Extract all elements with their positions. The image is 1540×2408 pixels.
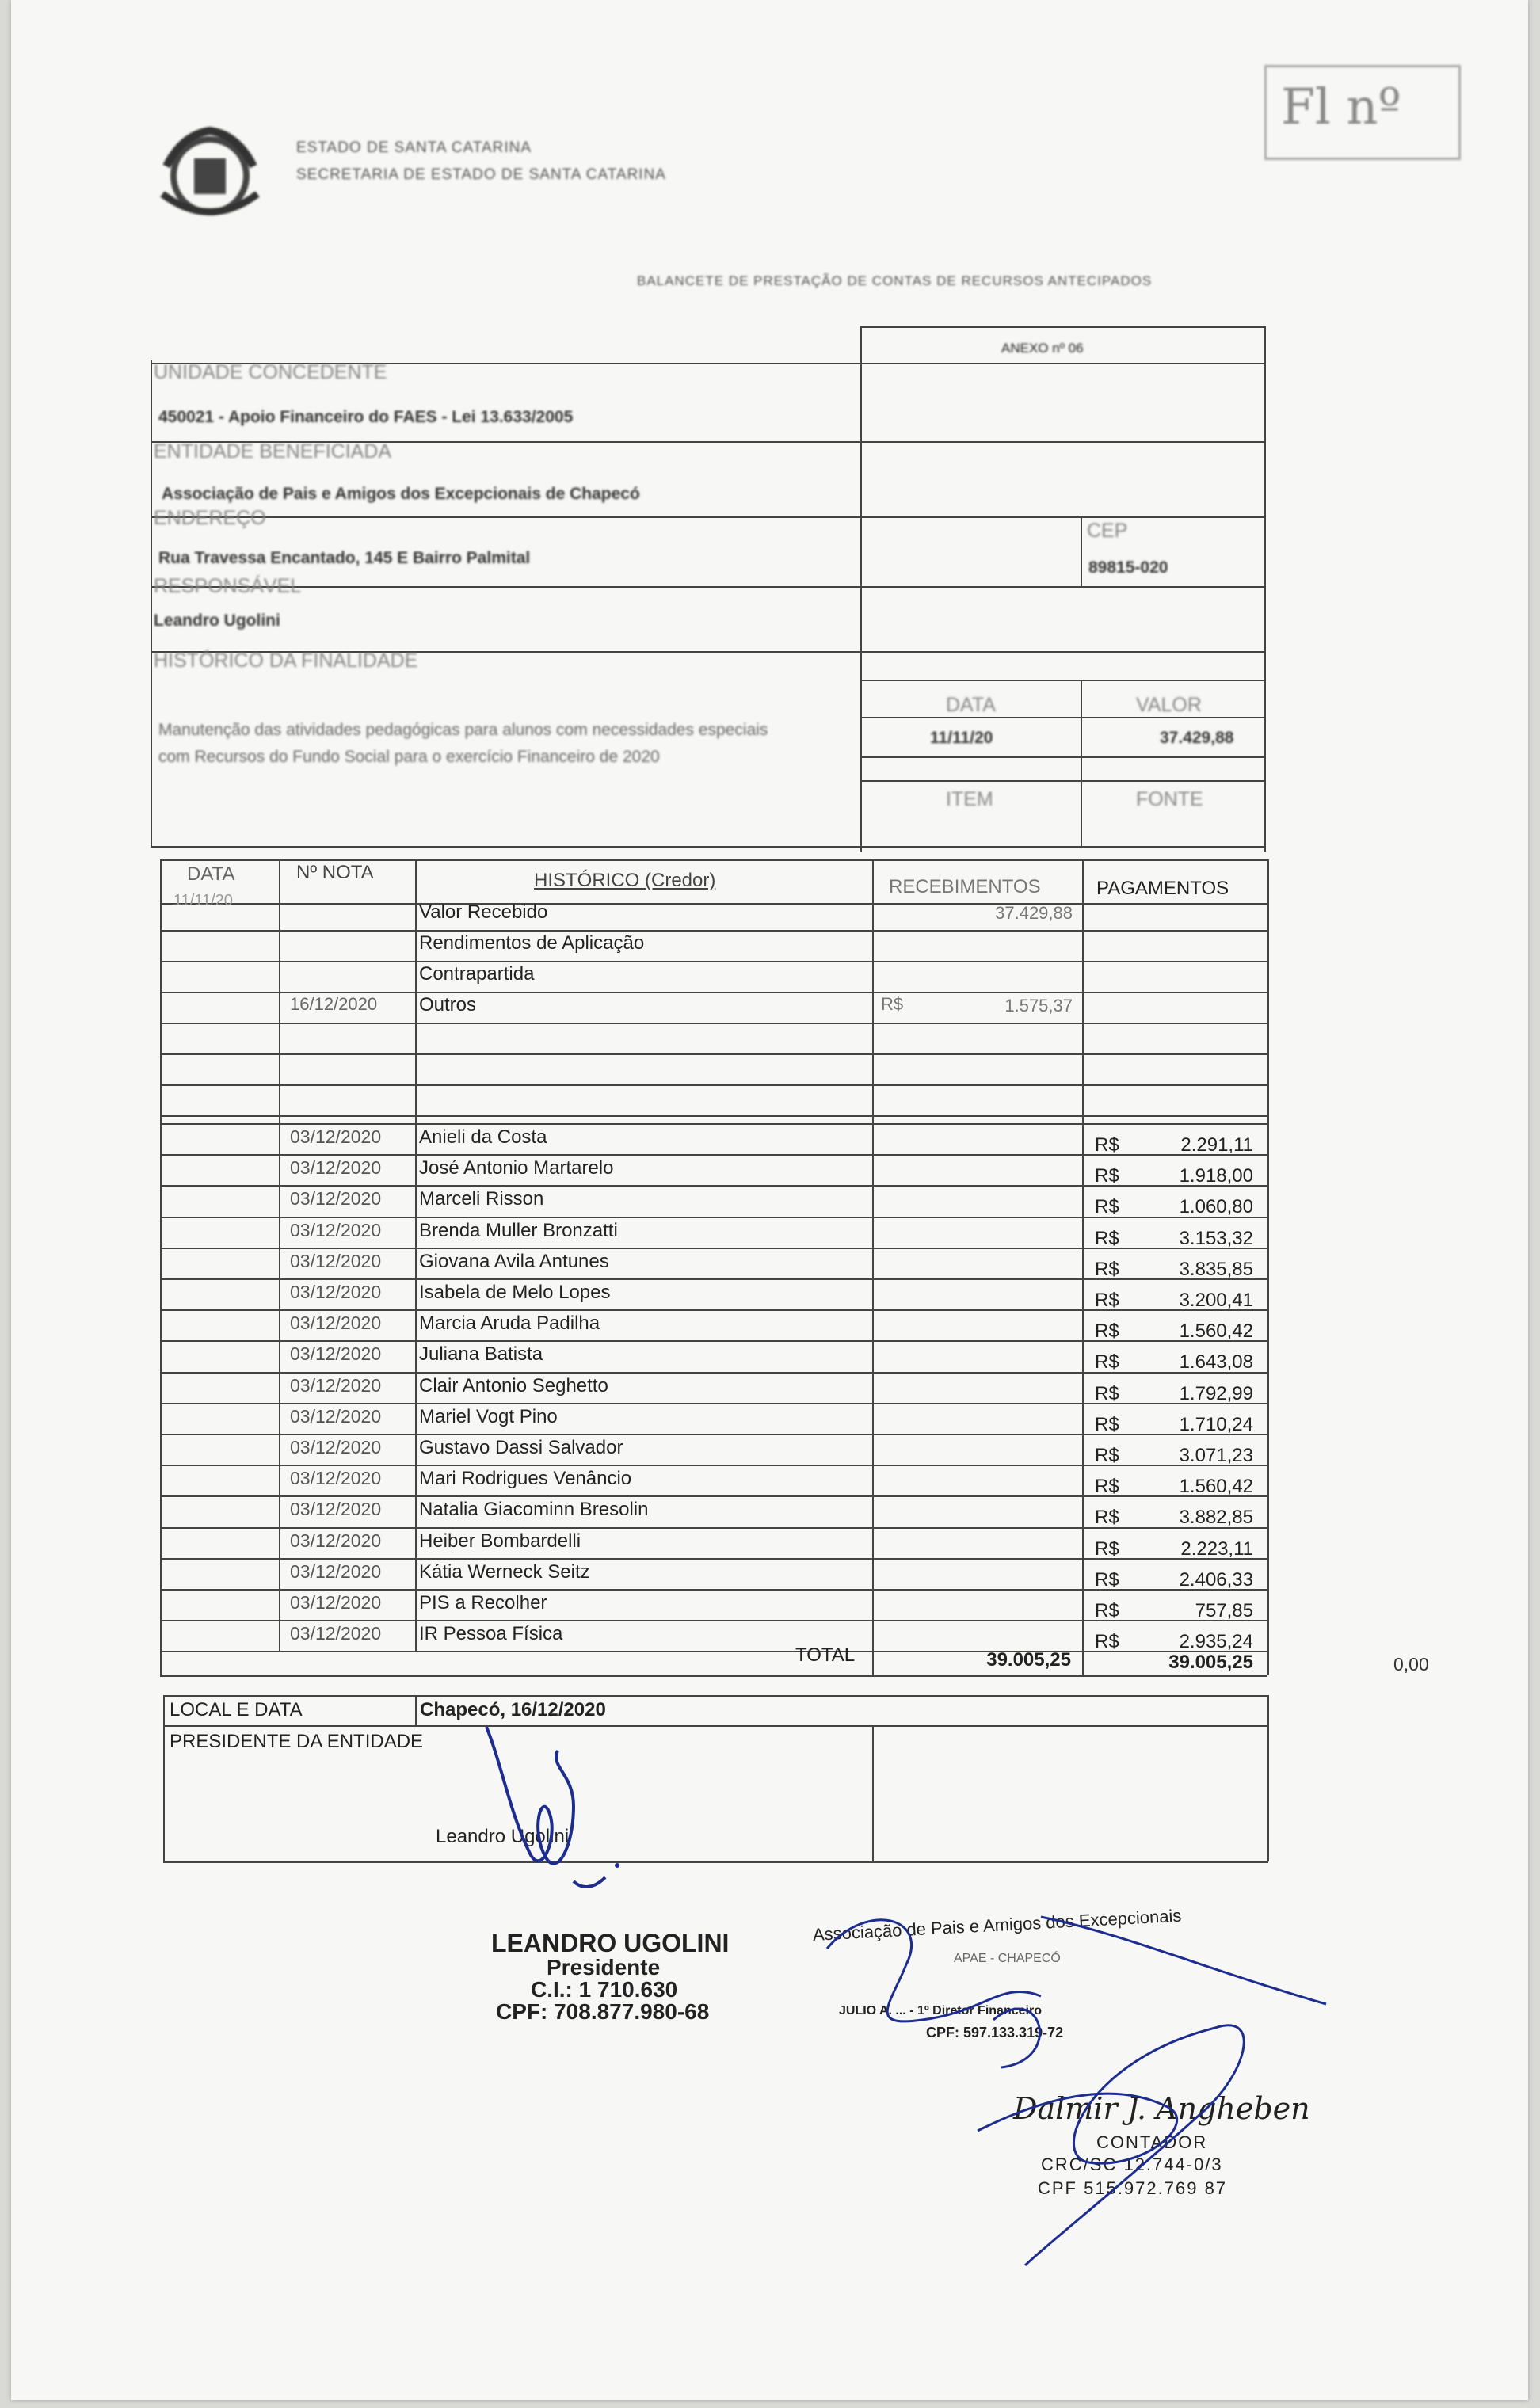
row-currency: R$ xyxy=(1095,1631,1119,1653)
entidade-value: Associação de Pais e Amigos dos Excepcionais de Chapecó xyxy=(162,485,640,503)
row-nota: 03/12/2020 xyxy=(290,1343,382,1365)
row-currency: R$ xyxy=(1095,1382,1119,1404)
entidade-label: ENTIDADE BENEFICIADA xyxy=(154,440,392,463)
row-currency: R$ xyxy=(1095,1165,1119,1187)
data-value: 11/11/20 xyxy=(930,729,993,747)
contador-stamp-role: CONTADOR xyxy=(1096,2132,1208,2152)
row-amount: 3.153,32 xyxy=(1179,1227,1253,1249)
row-nota: 03/12/2020 xyxy=(290,1468,382,1489)
presidente-name: Leandro Ugolini xyxy=(436,1826,570,1847)
row-nota: 03/12/2020 xyxy=(290,1437,382,1457)
row-amount: 1.643,08 xyxy=(1179,1351,1253,1374)
row-nota: 16/12/2020 xyxy=(290,994,378,1014)
row-amount: 2.291,11 xyxy=(1180,1134,1253,1156)
historico-text: Manutenção das atividades pedagógicas para alunos com necessidades especiais com Recursos do Fundo Social para o exercício Financeiro de 2020 xyxy=(158,721,768,766)
row-currency: R$ xyxy=(1095,1227,1119,1249)
row-amount: 1.792,99 xyxy=(1179,1382,1253,1404)
president-stamp-role: Presidente xyxy=(547,1955,661,1979)
row-currency: R$ xyxy=(881,994,904,1014)
row-nota: 03/12/2020 xyxy=(290,1157,382,1179)
document-page xyxy=(11,0,1528,2400)
row-currency: R$ xyxy=(1095,1413,1119,1435)
row-desc: Mari Rodrigues Venâncio xyxy=(419,1468,632,1490)
row-desc: Contrapartida xyxy=(419,963,535,985)
row-amount: 1.560,42 xyxy=(1179,1476,1253,1498)
row-desc: Gustavo Dassi Salvador xyxy=(419,1437,623,1458)
row-desc: Outros xyxy=(419,994,477,1015)
apae-stamp-name: Associação de Pais e Amigos dos Excepcionais xyxy=(812,1905,1182,1945)
data-label: DATA xyxy=(946,694,996,716)
local-data-value: Chapecó, 16/12/2020 xyxy=(420,1699,606,1720)
contador-stamp-cpf: CPF 515.972.769 87 xyxy=(1038,2178,1228,2198)
row-currency: R$ xyxy=(1095,1134,1119,1156)
header-nota: Nº NOTA xyxy=(296,862,374,883)
row-nota: 03/12/2020 xyxy=(290,1374,382,1396)
row-amount: 2.406,33 xyxy=(1179,1568,1253,1591)
row-nota: 03/12/2020 xyxy=(290,1560,382,1582)
contador-stamp-name: Dalmir J. Angheben xyxy=(1013,2091,1310,2126)
row-desc: Valor Recebido xyxy=(419,901,548,923)
endereco-value: Rua Travessa Encantado, 145 E Bairro Palmital xyxy=(158,549,531,567)
president-signature xyxy=(455,1719,661,1909)
responsavel-label: RESPONSÁVEL xyxy=(154,575,302,597)
row-amount: 757,85 xyxy=(1195,1600,1253,1621)
row-desc: Giovana Avila Antunes xyxy=(419,1250,609,1272)
row-amount: 2.223,11 xyxy=(1180,1537,1253,1560)
row-desc: José Antonio Martarelo xyxy=(419,1157,614,1179)
row-desc: Anieli da Costa xyxy=(419,1126,547,1148)
local-data-label: LOCAL E DATA xyxy=(170,1699,303,1720)
row-amount: 3.071,23 xyxy=(1179,1445,1253,1466)
row-desc: Kátia Werneck Seitz xyxy=(419,1560,590,1583)
row-currency: R$ xyxy=(1095,1320,1119,1343)
unidade-label: UNIDADE CONCEDENTE xyxy=(154,361,387,383)
row-desc: Juliana Batista xyxy=(419,1343,543,1366)
row-desc: Isabela de Melo Lopes xyxy=(419,1282,611,1303)
row-nota: 03/12/2020 xyxy=(290,1499,382,1520)
cep-value: 89815-020 xyxy=(1088,558,1168,577)
row-currency: R$ xyxy=(1095,1290,1119,1311)
apae-stamp-cpf: CPF: 597.133.319-72 xyxy=(926,2025,1064,2040)
item-label: ITEM xyxy=(946,788,993,810)
row-currency: R$ xyxy=(1095,1445,1119,1466)
valor-label: VALOR xyxy=(1136,694,1202,716)
folio-stamp: Fl nº xyxy=(1264,65,1461,160)
row-amount: 3.882,85 xyxy=(1179,1507,1253,1529)
row-currency: R$ xyxy=(1095,1507,1119,1529)
row-currency: R$ xyxy=(1095,1196,1119,1218)
header-lines xyxy=(296,135,666,189)
state-crest-icon xyxy=(151,119,269,230)
row-desc: Heiber Bombardelli xyxy=(419,1530,581,1552)
row-amount: 1.710,24 xyxy=(1179,1413,1253,1435)
row-nota: 03/12/2020 xyxy=(290,1592,382,1613)
header-historico: HISTÓRICO (Credor) xyxy=(534,870,716,891)
state-line: ESTADO DE SANTA CATARINA xyxy=(296,139,532,156)
row-amount: 3.200,41 xyxy=(1179,1290,1253,1311)
secretariat-line: SECRETARIA DE ESTADO DE SANTA CATARINA xyxy=(296,166,666,183)
historico-label: HISTÓRICO DA FINALIDADE xyxy=(154,650,418,672)
cep-label: CEP xyxy=(1087,520,1128,542)
row-date: 11/11/20 xyxy=(173,892,233,909)
row-nota: 03/12/2020 xyxy=(290,1530,382,1551)
row-nota: 03/12/2020 xyxy=(290,1126,382,1147)
contador-signature xyxy=(962,2012,1294,2281)
row-currency: R$ xyxy=(1095,1258,1119,1280)
row-nota: 03/12/2020 xyxy=(290,1219,382,1240)
row-currency: R$ xyxy=(1095,1351,1119,1374)
president-stamp-ci: C.I.: 1 710.630 xyxy=(531,1977,678,2002)
row-amount: 2.935,24 xyxy=(1179,1631,1253,1653)
fonte-label: FONTE xyxy=(1136,788,1203,810)
row-nota: 03/12/2020 xyxy=(290,1250,382,1271)
header-pagamentos: PAGAMENTOS xyxy=(1096,878,1229,899)
row-desc: Clair Antonio Seghetto xyxy=(419,1374,608,1396)
apae-stamp-city: APAE - CHAPECÓ xyxy=(954,1952,1061,1965)
presidente-label: PRESIDENTE DA ENTIDADE xyxy=(170,1731,424,1752)
row-nota: 03/12/2020 xyxy=(290,1313,382,1334)
row-desc: IR Pessoa Física xyxy=(419,1623,563,1645)
document-title: BALANCETE DE PRESTAÇÃO DE CONTAS DE RECURSOS ANTECIPADOS xyxy=(637,273,1153,288)
row-nota: 03/12/2020 xyxy=(290,1282,382,1302)
header-data: DATA xyxy=(187,863,235,885)
row-desc: Marceli Risson xyxy=(419,1188,544,1210)
row-nota: 03/12/2020 xyxy=(290,1405,382,1427)
row-desc: Marcia Aruda Padilha xyxy=(419,1313,600,1335)
row-currency: R$ xyxy=(1095,1600,1119,1621)
header-recebimentos: RECEBIMENTOS xyxy=(889,876,1041,897)
balance-value: 0,00 xyxy=(1393,1654,1429,1675)
info-block xyxy=(147,325,1266,852)
row-nota: 03/12/2020 xyxy=(290,1188,382,1210)
row-amount: 1.575,37 xyxy=(1004,996,1073,1015)
total-label: TOTAL xyxy=(795,1644,856,1666)
row-desc: Rendimentos de Aplicação xyxy=(419,932,645,954)
president-stamp-name: LEANDRO UGOLINI xyxy=(491,1929,730,1957)
president-stamp-cpf: CPF: 708.877.980-68 xyxy=(496,1999,710,2024)
row-currency: R$ xyxy=(1095,1568,1119,1591)
row-desc: Natalia Giacominn Bresolin xyxy=(419,1499,649,1521)
row-amount: 1.560,42 xyxy=(1179,1320,1253,1343)
total-pagamentos: 39.005,25 xyxy=(1168,1652,1253,1673)
anexo-number: ANEXO nº 06 xyxy=(1001,341,1084,356)
row-amount: 37.429,88 xyxy=(995,903,1073,923)
unidade-value: 450021 - Apoio Financeiro do FAES - Lei 13.633/2005 xyxy=(158,408,574,426)
total-recebimentos: 39.005,25 xyxy=(986,1649,1071,1671)
endereco-label: ENDEREÇO xyxy=(154,507,266,529)
row-currency: R$ xyxy=(1095,1537,1119,1560)
row-desc: Brenda Muller Bronzatti xyxy=(419,1219,618,1241)
row-desc: Mariel Vogt Pino xyxy=(419,1405,558,1427)
row-nota: 03/12/2020 xyxy=(290,1623,382,1644)
row-amount: 1.918,00 xyxy=(1179,1165,1253,1187)
row-currency: R$ xyxy=(1095,1476,1119,1498)
valor-value: 37.429,88 xyxy=(1160,729,1234,747)
contador-stamp-crc: CRC/SC 12.744-0/3 xyxy=(1041,2155,1223,2174)
row-desc: PIS a Recolher xyxy=(419,1592,547,1614)
responsavel-value: Leandro Ugolini xyxy=(154,612,280,630)
row-amount: 1.060,80 xyxy=(1179,1196,1253,1218)
apae-stamp-director: JULIO A. ... - 1º Diretor Financeiro xyxy=(839,2004,1042,2017)
row-amount: 3.835,85 xyxy=(1179,1258,1253,1280)
